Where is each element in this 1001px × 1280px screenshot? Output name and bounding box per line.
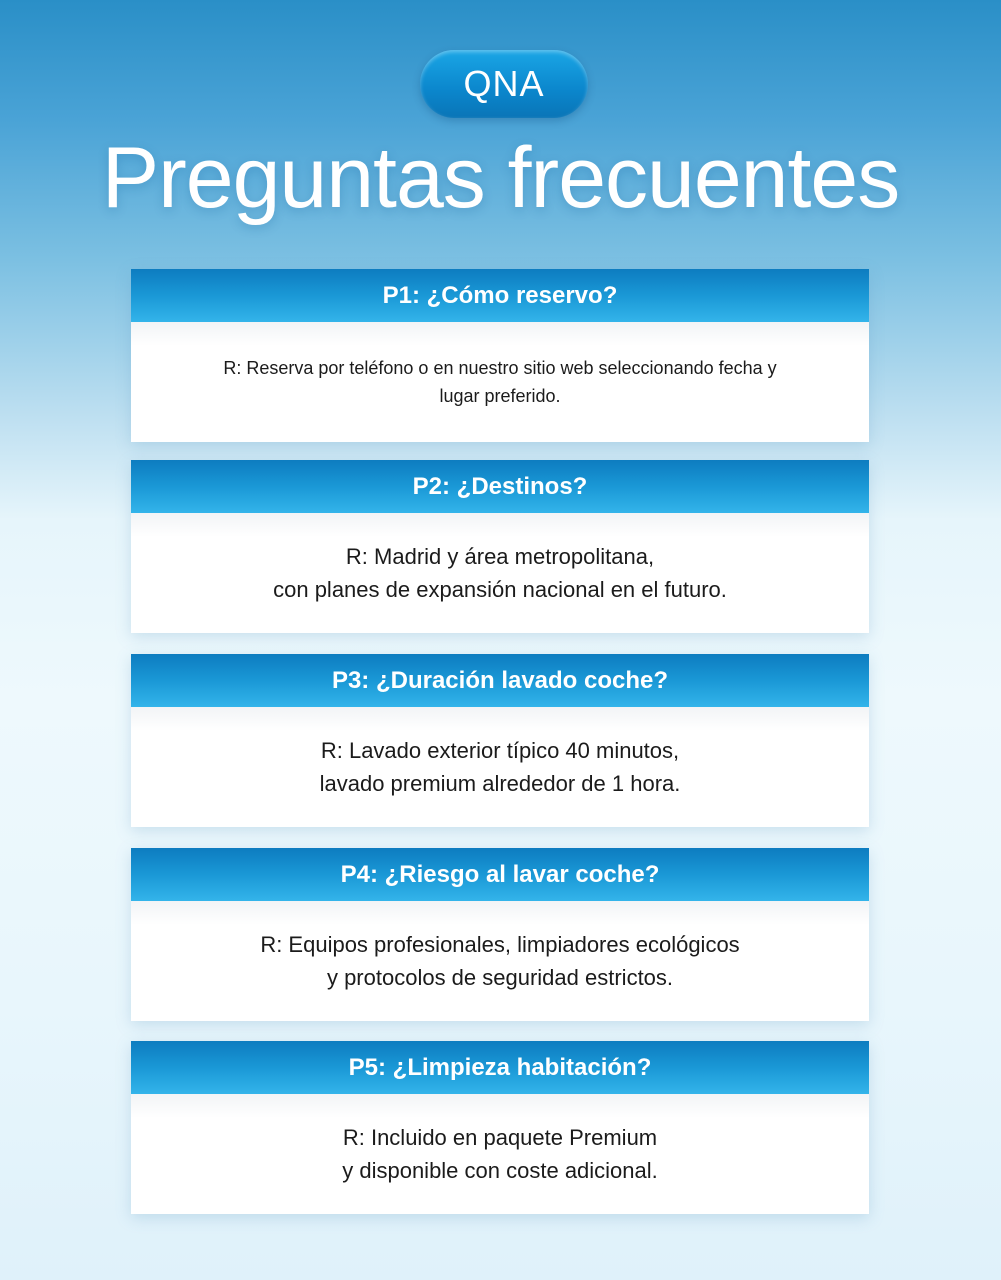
faq-answer-line: lugar preferido. [439,386,561,406]
faq-item-1 [131,269,869,442]
faq-question: P1: ¿Cómo reservo? [131,269,869,322]
faq-answer-line: R: Incluido en paquete Premium [342,1125,658,1150]
faq-answer [131,901,869,1021]
faq-answer-line: R: Equipos profesionales, limpiadores ecológicos [260,932,740,957]
faq-answer-line: lavado premium alrededor de 1 hora. [319,771,681,796]
faq-question: P3: ¿Duración lavado coche? [131,654,869,707]
faq-answer-line: y protocolos de seguridad estrictos. [326,965,674,990]
faq-question: P2: ¿Destinos? [131,460,869,513]
faq-answer-line: R: Reserva por teléfono o en nuestro sitio web seleccionando fecha y [223,358,777,378]
faq-answer [131,322,869,442]
faq-answer [131,707,869,827]
faq-answer [131,513,869,633]
faq-question: P4: ¿Riesgo al lavar coche? [131,848,869,901]
faq-item-4 [131,848,869,1021]
qna-badge: QNA [420,50,588,118]
faq-item-3 [131,654,869,827]
faq-item-2 [131,460,869,633]
faq-answer-line: R: Lavado exterior típico 40 minutos, [320,738,680,763]
faq-answer-line: y disponible con coste adicional. [342,1158,658,1183]
faq-item-5 [131,1041,869,1214]
faq-answer-line: con planes de expansión nacional en el futuro. [273,577,727,602]
faq-answer-line: R: Madrid y área metropolitana, [345,544,655,569]
faq-answer [131,1094,869,1214]
faq-question: P5: ¿Limpieza habitación? [131,1041,869,1094]
page-title: Preguntas frecuentes [101,130,900,226]
